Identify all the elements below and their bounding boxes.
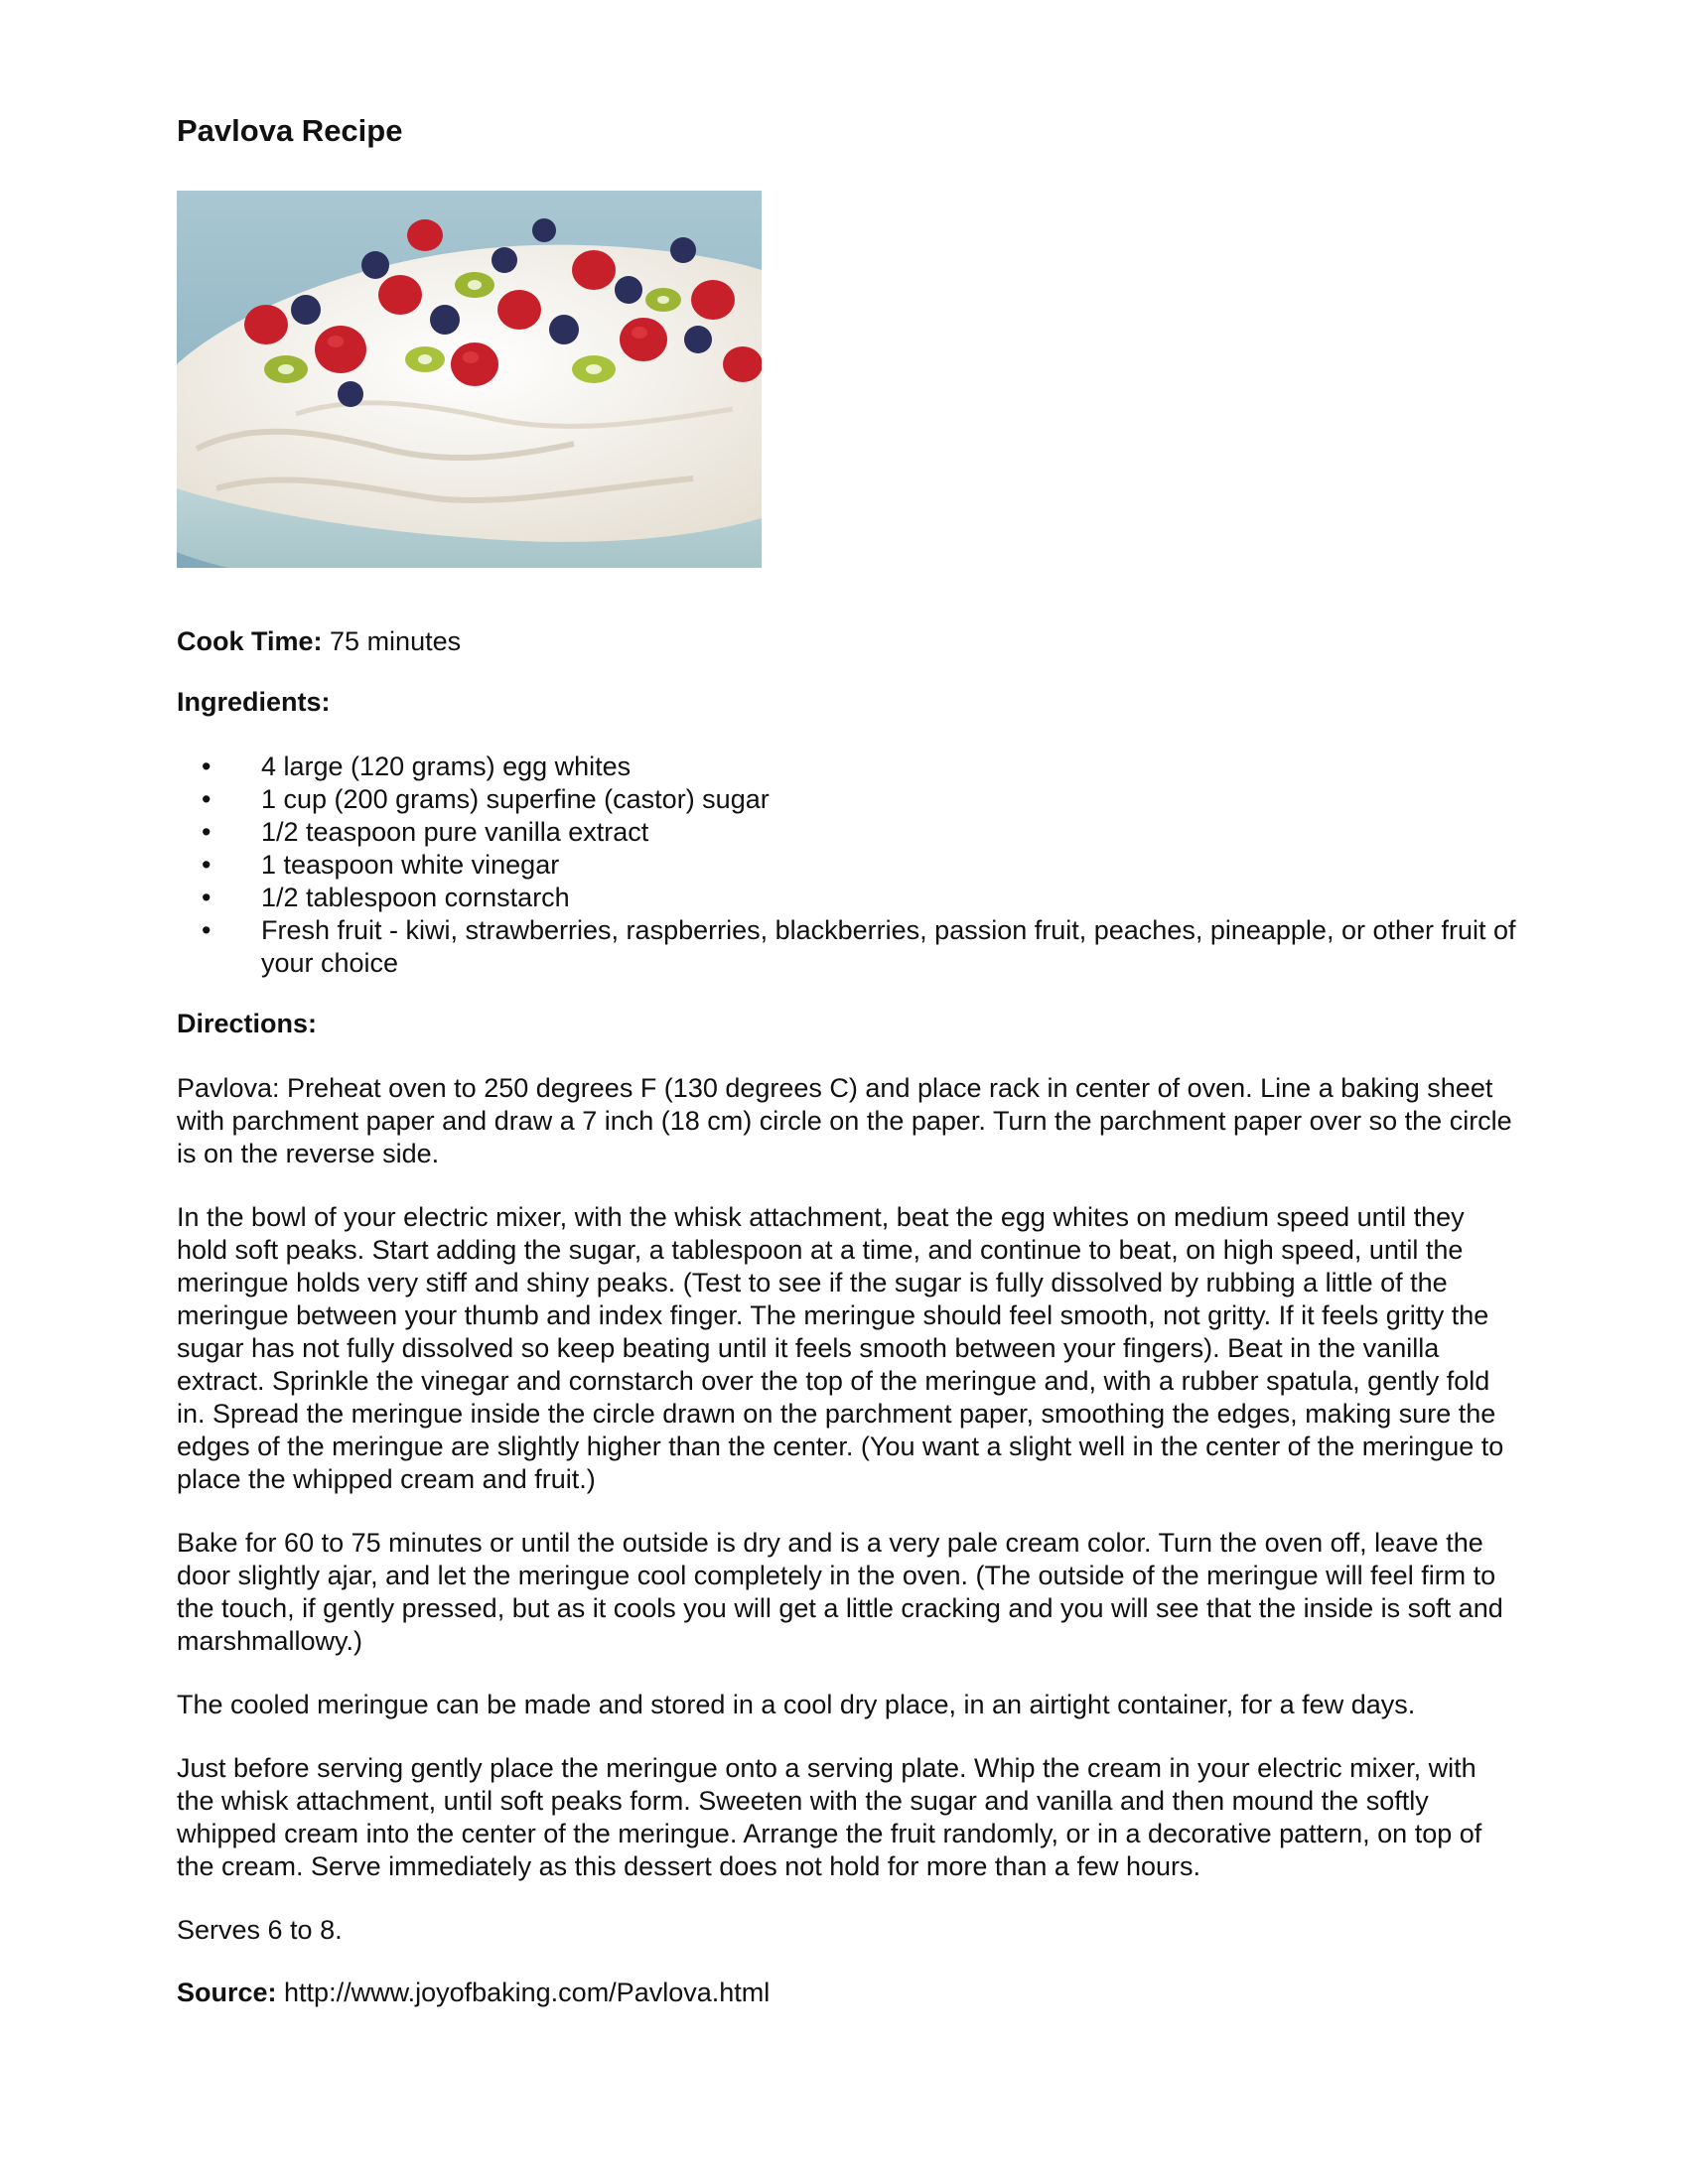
directions-paragraph: The cooled meringue can be made and stored in a cool dry place, in an airtight container, for a few days. — [177, 1690, 1416, 1719]
source-url: http://www.joyofbaking.com/Pavlova.html — [276, 1978, 771, 2007]
directions-paragraph: In the bowl of your electric mixer, with the whisk attachment, beat the egg whites on medium speed until they hold soft peaks. Start adding the sugar, a tablespoon at a time, and continue to beat, on high speed, until the meringue holds very stiff and shiny peaks. (Test to see if the sugar is fully dissolved by rubbing a little of the meringue between your thumb and index finger. The meringue should feel smooth, not gritty. If it feels gritty the sugar has not fully dissolved so keep beating until it feels smooth between your fingers). Beat in the vanilla extract. Sprinkle the vinegar and cornstarch over the top of the meringue and, with a rubber spatula, gently fold in. Spread the meringue inside the circle drawn on the parchment paper, smoothing the edges, making sure the edges of the meringue are slightly higher than the center. (You want a slight well in the center of the meringue to place the whipped cream and fruit.) — [177, 1202, 1504, 1494]
bullet-icon: • — [202, 850, 211, 880]
bullet-icon: • — [202, 915, 211, 945]
pavlova-illustration — [177, 191, 762, 568]
directions-heading: Directions: — [177, 1009, 318, 1038]
cook-time — [177, 625, 1517, 658]
list-item: • 1/2 teaspoon pure vanilla extract — [202, 817, 649, 847]
pavlova-photo — [177, 191, 762, 568]
recipe-page — [177, 111, 1517, 2009]
list-item: • 4 large (120 grams) egg whites — [202, 751, 632, 781]
bullet-icon: • — [202, 784, 211, 814]
ingredients-heading: Ingredients: — [177, 687, 331, 717]
bullet-icon: • — [202, 751, 211, 781]
source — [177, 1977, 1517, 2009]
ingredients-list — [177, 751, 1517, 980]
list-item: • 1 cup (200 grams) superfine (castor) sugar — [202, 784, 770, 814]
cook-time-value: 75 minutes — [322, 626, 462, 656]
page-title: Pavlova Recipe — [177, 113, 403, 148]
cook-time-label: Cook Time: — [177, 626, 323, 656]
list-item: • 1/2 tablespoon cornstarch — [202, 883, 570, 912]
bullet-icon: • — [202, 817, 211, 847]
directions-paragraph: Pavlova: Preheat oven to 250 degrees F (130 degrees C) and place rack in center of oven. Line a baking sheet with parchment paper and draw a 7 inch (18 cm) circle on the paper. Turn the parchment paper over so the circle is on the reverse side. — [177, 1073, 1512, 1168]
source-label: Source: — [177, 1978, 277, 2007]
serves-text: Serves 6 to 8. — [177, 1915, 343, 1945]
list-item: • 1 teaspoon white vinegar — [202, 850, 560, 880]
directions-paragraph: Just before serving gently place the meringue onto a serving plate. Whip the cream in your electric mixer, with the whisk attachment, until soft peaks form. Sweeten with the sugar and vanilla and then mound the softly whipped cream into the center of the meringue. Arrange the fruit randomly, or in a decorative pattern, on top of the cream. Serve immediately as this dessert does not hold for more than a few hours. — [177, 1753, 1482, 1881]
directions-paragraph: Bake for 60 to 75 minutes or until the outside is dry and is a very pale cream color. Turn the oven off, leave the door slightly ajar, and let the meringue cool completely in the oven. (The outside of the meringue will feel firm to the touch, if gently pressed, but as it cools you will get a little cracking and you will see that the inside is soft and marshmallowy.) — [177, 1528, 1503, 1656]
list-item: • Fresh fruit - kiwi, strawberries, raspberries, blackberries, passion fruit, peaches, pineapple, or other fruit of your choice — [202, 915, 1516, 978]
bullet-icon: • — [202, 883, 211, 912]
